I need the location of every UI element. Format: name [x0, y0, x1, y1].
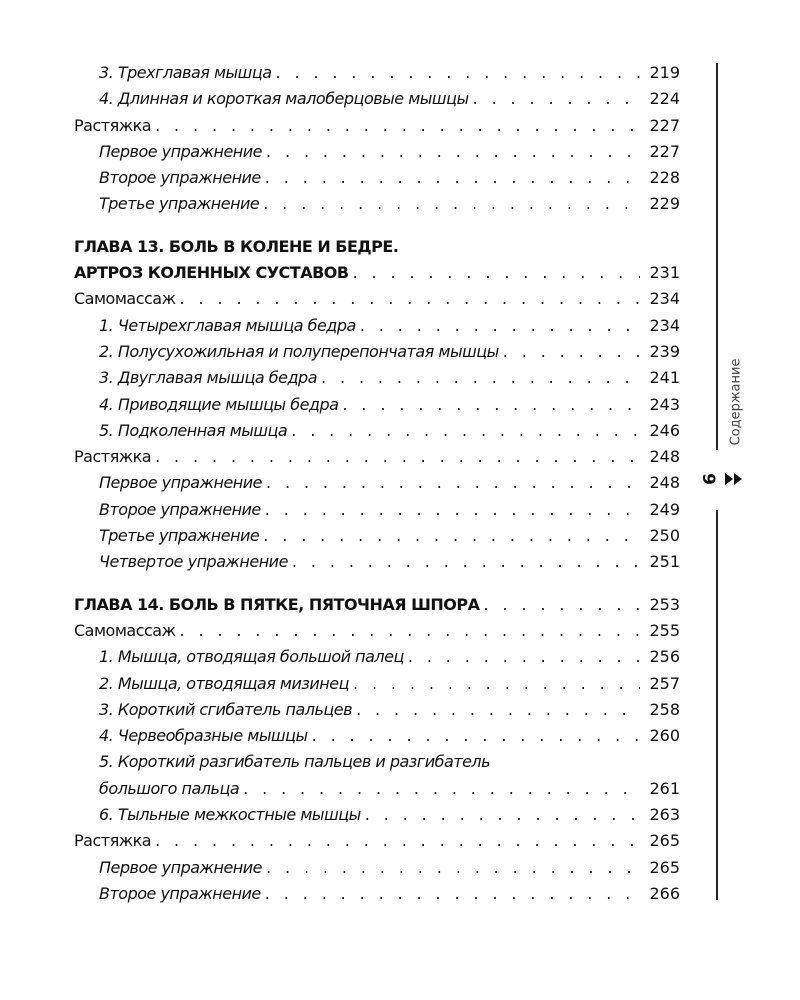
section-label-text: Содержание	[728, 358, 744, 446]
entry-title: 1. Четырехглавая мышца бедра	[99, 315, 356, 335]
entry-title: Четвертое упражнение	[99, 552, 288, 572]
margin-rule-bottom	[716, 510, 718, 900]
toc-entry[interactable]	[74, 671, 680, 697]
page-ref: 248	[649, 447, 680, 467]
entry-title: большого пальца	[99, 778, 240, 798]
page-ref: 265	[649, 857, 680, 877]
page-ref: 250	[649, 526, 680, 546]
toc-entry[interactable]	[74, 139, 680, 165]
page-number-text: 9	[698, 473, 718, 485]
toc-entry[interactable]	[74, 855, 680, 881]
chapter-title: ГЛАВА 13. БОЛЬ В КОЛЕНЕ И БЕДРЕ.	[74, 236, 399, 256]
toc-entry[interactable]	[74, 313, 680, 339]
entry-title: Самомассаж	[74, 620, 176, 640]
page-ref: 229	[649, 194, 680, 214]
toc-entry[interactable]	[74, 618, 680, 644]
chapter-14-heading[interactable]	[74, 592, 680, 618]
entry-title: Первое упражнение	[99, 857, 262, 877]
dot-leader	[266, 855, 640, 881]
margin-rule-top	[716, 63, 718, 450]
dot-leader	[353, 260, 640, 286]
entry-title: 2. Мышца, отводящая мизинец	[99, 673, 349, 693]
dot-leader	[353, 671, 640, 697]
toc-entry-wrapped-line1[interactable]	[74, 749, 680, 775]
page-ref: 248	[649, 473, 680, 493]
entry-title: 5. Подколенная мышца	[99, 420, 288, 440]
entry-title: 3. Трехглавая мышца	[99, 63, 272, 82]
dot-leader	[360, 313, 640, 339]
double-arrow-right-icon	[724, 473, 744, 485]
toc-entry[interactable]	[74, 392, 680, 418]
toc-entry[interactable]	[74, 497, 680, 523]
entry-title: Первое упражнение	[99, 141, 262, 161]
toc-entry[interactable]	[74, 802, 680, 828]
toc-entry[interactable]	[74, 881, 680, 907]
dot-leader	[292, 549, 640, 575]
toc-entry[interactable]	[74, 191, 680, 217]
dot-leader	[291, 418, 640, 444]
page-ref: 219	[649, 63, 680, 82]
chapter-13-entries	[74, 286, 680, 575]
dot-leader	[155, 113, 640, 139]
entry-title: Растяжка	[74, 115, 152, 135]
page-ref: 243	[649, 394, 680, 414]
toc-entry[interactable]	[74, 113, 680, 139]
page-ref: 258	[649, 699, 680, 719]
entry-title: Первое упражнение	[99, 473, 262, 493]
entry-title: 4. Червеобразные мышцы	[99, 726, 308, 746]
page-ref: 251	[649, 552, 680, 572]
entry-title: Третье упражнение	[99, 526, 260, 546]
page-ref: 231	[649, 263, 680, 283]
page-ref: 246	[649, 420, 680, 440]
entry-title: Второе упражнение	[99, 168, 261, 188]
toc-entry[interactable]	[74, 165, 680, 191]
dot-leader	[263, 523, 640, 549]
dot-leader	[243, 776, 640, 802]
dot-leader	[342, 392, 640, 418]
chapter-14-entries	[74, 618, 680, 749]
page-ref: 253	[649, 594, 680, 614]
toc-entry[interactable]	[74, 286, 680, 312]
dot-leader	[180, 286, 640, 312]
entry-title: 5. Короткий разгибатель пальцев и разгибатель	[99, 752, 491, 772]
page-ref: 234	[649, 289, 680, 309]
chapter-13-heading-line2[interactable]	[74, 260, 680, 286]
dot-leader	[180, 618, 640, 644]
toc-entry[interactable]	[74, 418, 680, 444]
dot-leader	[365, 802, 640, 828]
dot-leader	[473, 86, 640, 112]
toc-entry[interactable]	[74, 470, 680, 496]
page-number	[700, 469, 716, 489]
toc-entry-wrapped-line2[interactable]	[74, 776, 680, 802]
chapter-14-entries-continued	[74, 802, 680, 907]
chapter-13-heading-line1[interactable]	[74, 234, 680, 260]
toc-entry[interactable]	[74, 549, 680, 575]
entry-title: Растяжка	[74, 447, 152, 467]
page-ref: 249	[649, 499, 680, 519]
chapter-title: ГЛАВА 14. БОЛЬ В ПЯТКЕ, ПЯТОЧНАЯ ШПОРА	[74, 594, 480, 614]
page-ref: 266	[649, 883, 680, 903]
page-ref: 241	[649, 368, 680, 388]
entry-title: Растяжка	[74, 831, 152, 851]
entry-title: 1. Мышца, отводящая большой палец	[99, 647, 404, 667]
page-ref: 263	[649, 805, 680, 825]
toc-entry[interactable]	[74, 644, 680, 670]
page-ref: 256	[649, 647, 680, 667]
chapter-gap	[74, 218, 680, 234]
page-ref: 234	[649, 315, 680, 335]
dot-leader	[263, 191, 640, 217]
dot-leader	[266, 139, 640, 165]
dot-leader	[484, 592, 640, 618]
chapter-13	[74, 234, 680, 576]
entry-title: 4. Длинная и короткая малоберцовые мышцы	[99, 89, 469, 109]
entry-title: Третье упражнение	[99, 194, 260, 214]
page-ref: 261	[649, 778, 680, 798]
dot-leader	[265, 881, 640, 907]
dot-leader	[503, 339, 640, 365]
page-ref: 257	[649, 673, 680, 693]
dot-leader	[408, 644, 640, 670]
dot-leader	[155, 444, 640, 470]
page-ref: 260	[649, 726, 680, 746]
dot-leader	[356, 697, 640, 723]
entry-title: Самомассаж	[74, 289, 176, 309]
table-of-contents	[74, 60, 680, 907]
entry-title: 3. Двуглавая мышца бедра	[99, 368, 317, 388]
page-ref: 265	[649, 831, 680, 851]
entry-title: Второе упражнение	[99, 499, 261, 519]
chapter-gap	[74, 576, 680, 592]
page-ref: 255	[649, 620, 680, 640]
toc-entry[interactable]	[74, 60, 680, 86]
page-ref: 227	[649, 115, 680, 135]
dot-leader	[276, 60, 640, 86]
toc-entry[interactable]	[74, 523, 680, 549]
toc-entry[interactable]	[74, 86, 680, 112]
toc-entry[interactable]	[74, 365, 680, 391]
page-ref: 228	[649, 168, 680, 188]
chapter-14	[74, 592, 680, 908]
entry-title: Второе упражнение	[99, 883, 261, 903]
toc-entry[interactable]	[74, 828, 680, 854]
entry-title: 3. Короткий сгибатель пальцев	[99, 699, 353, 719]
dot-leader	[265, 497, 640, 523]
entry-title: 4. Приводящие мышцы бедра	[99, 394, 339, 414]
toc-block-previous-chapter	[74, 60, 680, 218]
toc-entry[interactable]	[74, 339, 680, 365]
dot-leader	[321, 365, 640, 391]
page-ref: 224	[649, 89, 680, 109]
dot-leader	[312, 723, 640, 749]
page-ref: 239	[649, 341, 680, 361]
entry-title: 2. Полусухожильная и полуперепончатая мышцы	[99, 341, 499, 361]
toc-entry[interactable]	[74, 697, 680, 723]
section-label	[724, 352, 748, 452]
chapter-title: АРТРОЗ КОЛЕННЫХ СУСТАВОВ	[74, 263, 349, 283]
dot-leader	[266, 470, 640, 496]
dot-leader	[265, 165, 640, 191]
entry-title: 6. Тыльные межкостные мышцы	[99, 805, 361, 825]
dot-leader	[155, 828, 640, 854]
page-ref: 227	[649, 141, 680, 161]
toc-entry[interactable]	[74, 444, 680, 470]
toc-entry[interactable]	[74, 723, 680, 749]
